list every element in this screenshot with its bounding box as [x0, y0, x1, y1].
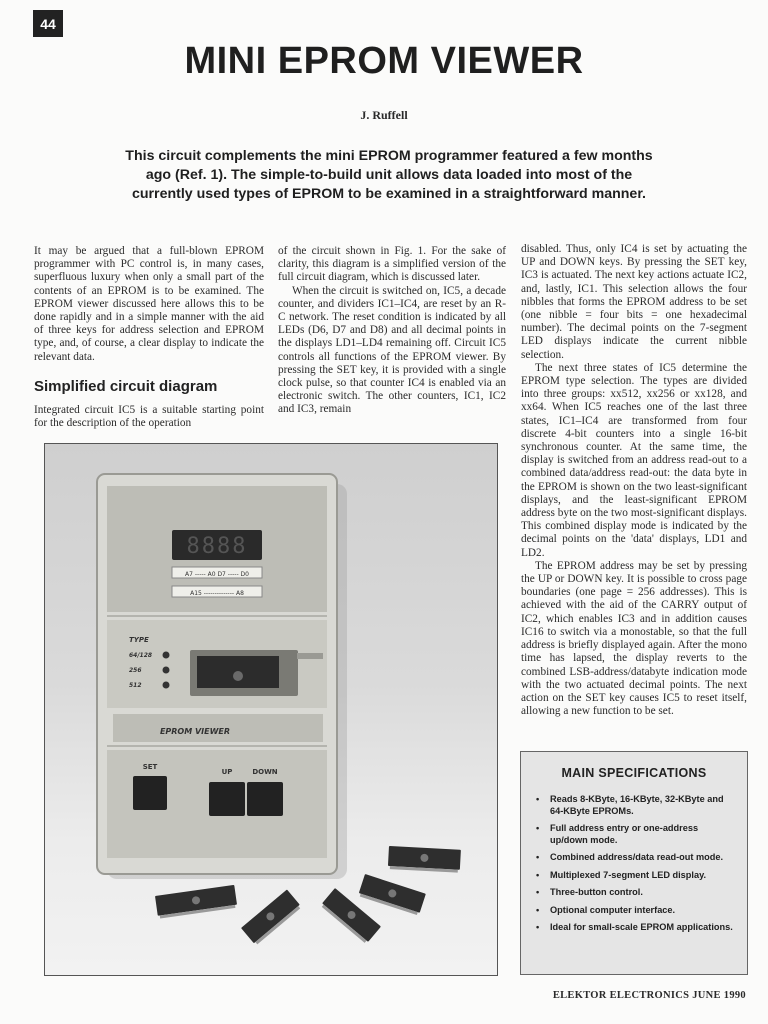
lead-paragraph: This circuit complements the mini EPROM programmer featured a few months ago (Ref. 1). The simple-to-build unit allows data loaded into most of the currently used types of EPROM to be examined in a straightforward manner. [125, 148, 653, 202]
footer-publication: ELEKTOR ELECTRONICS JUNE 1990 [552, 990, 746, 1001]
article-title: MINI EPROM VIEWER [184, 40, 584, 82]
set-key-label: SET [142, 763, 158, 771]
column-3 [521, 243, 747, 718]
list-item: • Reads 8-KByte, 16-KByte, 32-KByte and 64-KByte EPROMs. [536, 794, 724, 816]
type-option-512: 512 [129, 682, 142, 689]
address-data-label: A7 ----- A0 D7 ----- D0 [185, 571, 249, 578]
paragraph: The next three states of IC5 determine the EPROM type selection. The types are divided into three groups: xx512, xx256 or xx128, and xx64. When IC5 reaches one of the last three states, IC1–IC4 are transformed from four discrete 4-bit counters into a single 16-bit synchronous counter. At the same time, the display is switched from an address read-out to a combined data/address read-out: the data byte in the EPROM is shown on the two least-significant displays, and the least-significant EPROM address byte on the two most-significant displays. This combined display mode is indicated by the decimal points on the 'data' displays, LD1 and LD2. [521, 361, 747, 559]
specs-list [521, 794, 747, 934]
paragraph: When the circuit is switched on, IC5, a decade counter, and dividers IC1–IC4, are reset by an R-C network. The reset condition is indicated by all LEDs (D6, D7 and D8) and all decimal points in the displays LD1–LD4 remaining off. Circuit IC5 controls all functions of the EPROM viewer. By pressing the SET key, it is provided with a single clock pulse, so that counter IC4 is enabled via an electronic switch. The other counters, IC1, IC2 and IC3, remain [278, 284, 506, 416]
up-key-label: UP [221, 768, 233, 776]
author: J. Ruffell [360, 108, 408, 122]
set-key [133, 776, 167, 810]
paragraph: disabled. Thus, only IC4 is set by actuating the UP and DOWN keys. By pressing the SET key, IC3 is actuated. The next key actions actuate IC2, and, lastly, IC1. This selection allows the four nibbles that forms the EPROM address to be set (one nibble = four bits = one hexadecimal number). The decimal points on the 7-segment LED displays indicate the current nibble selection. [521, 243, 747, 361]
eprom-viewer-illustration [45, 444, 497, 975]
panel-name: EPROM VIEWER [159, 727, 231, 736]
list-item: • Optional computer interface. [536, 904, 676, 915]
paragraph: The EPROM address may be set by pressing the UP or DOWN key. It is possible to cross page boundaries (one page = 256 addresses). This is achieved with the aid of the CARRY output of IC2, which enables IC3 and in addition causes IC16 to switch via a monostable, so that the full address is briefly displayed again. After the mono time has lapsed, the display reverts to the combined LSB-address/databyte indication mode with the two actuated decimal points. The next action on the SET key causes IC5 to reset itself, allowing a new function to be set. [521, 559, 747, 718]
paragraph: Integrated circuit IC5 is a suitable starting point for the description of the operation [34, 403, 264, 430]
page-number: 44 [33, 10, 63, 37]
high-address-label: A15 -------------- A8 [190, 590, 244, 597]
down-key [247, 782, 283, 816]
column-1 [34, 245, 264, 430]
display-digits: 8888 [186, 534, 248, 559]
list-item: • Full address entry or one-address up/down mode. [536, 823, 699, 845]
down-key-label: DOWN [252, 768, 278, 776]
list-item: • Combined address/data read-out mode. [536, 852, 724, 862]
device-photo [44, 443, 498, 976]
led-indicator [163, 682, 170, 689]
list-item: • Three-button control. [536, 887, 643, 897]
section-heading: Simplified circuit diagram [34, 377, 218, 395]
led-indicator [163, 652, 170, 659]
type-label: TYPE [129, 636, 149, 644]
list-item: • Ideal for small-scale EPROM applications. [536, 922, 733, 932]
paragraph: of the circuit shown in Fig. 1. For the sake of clarity, this diagram is a simplified version of the full circuit diagram, which is discussed later. [278, 245, 506, 284]
type-option-256: 256 [129, 667, 142, 674]
specs-title: MAIN SPECIFICATIONS [561, 766, 707, 780]
list-item: • Multiplexed 7-segment LED display. [536, 869, 707, 880]
column-2 [278, 245, 506, 417]
main-specifications-box [520, 751, 748, 975]
led-indicator [163, 667, 170, 674]
up-key [209, 782, 245, 816]
type-option-64-128: 64/128 [129, 652, 153, 659]
paragraph: It may be argued that a full-blown EPROM programmer with PC control is, in many cases, superfluous luxury when only a small part of the contents of an EPROM is to be examined. The EPROM viewer discussed here allows this to be done rapidly and in a simple manner with the aid of three keys for address selection and EPROM type, and, of course, a clear display to indicate the relevant data. [34, 245, 264, 363]
